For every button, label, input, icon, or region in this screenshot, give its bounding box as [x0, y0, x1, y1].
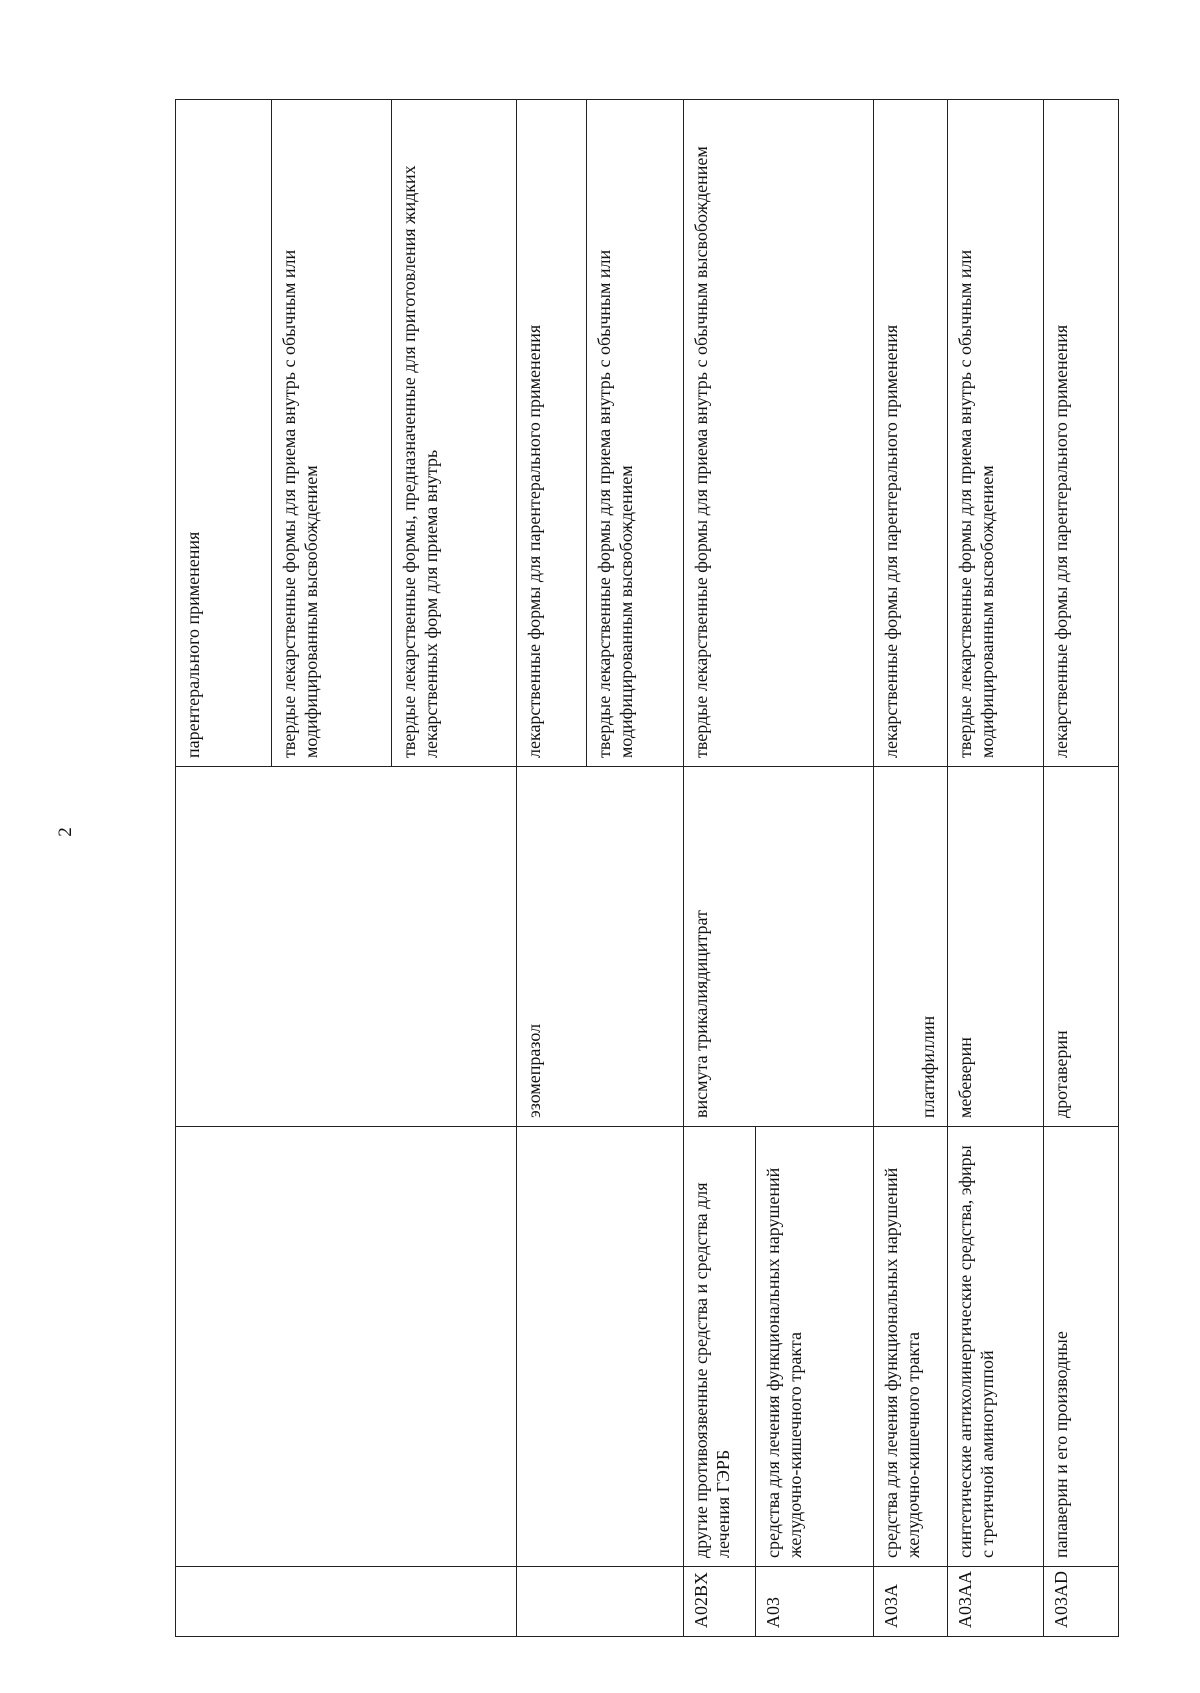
- code-cell: A03A: [874, 1567, 948, 1637]
- group-cell: синтетические антихолинергические средства, эфиры с третичной аминогруппой: [948, 1127, 1044, 1567]
- substance-cell: мебеверин: [948, 767, 1044, 1127]
- table-row: [684, 100, 756, 1637]
- table-row: [874, 100, 948, 1637]
- substance-cell: [176, 767, 517, 1127]
- form-cell: твердые лекарственные формы для приема внутрь с обычным или модифицированным высвобождением: [587, 100, 684, 767]
- table-row: [176, 100, 272, 1637]
- page-number: 2: [55, 827, 76, 837]
- form-cell: твердые лекарственные формы для приема внутрь с обычным или модифицированным высвобождением: [272, 100, 392, 767]
- form-cell: твердые лекарственные формы для приема внутрь с обычным или модифицированным высвобождением: [948, 100, 1044, 767]
- code-cell: A02BX: [684, 1567, 756, 1637]
- substance-cell: эзомепразол: [517, 767, 684, 1127]
- code-cell: [176, 1567, 517, 1637]
- table-row: [948, 100, 1044, 1637]
- rotated-table-wrapper: [175, 100, 1071, 1637]
- group-cell: папаверин и его производные: [1044, 1127, 1119, 1567]
- group-cell: другие противоязвенные средства и средства для лечения ГЭРБ: [684, 1127, 756, 1567]
- group-cell: [517, 1127, 684, 1567]
- code-cell: A03: [756, 1567, 874, 1637]
- group-cell: средства для лечения функциональных нарушений желудочно-кишечного тракта: [874, 1127, 948, 1567]
- form-cell: лекарственные формы для парентерального применения: [874, 100, 948, 767]
- substance-cell: платифиллин: [874, 767, 948, 1127]
- form-cell: лекарственные формы для парентерального применения: [1044, 100, 1119, 767]
- form-cell: твердые лекарственные формы для приема внутрь с обычным высвобождением: [684, 100, 874, 767]
- form-cell: лекарственные формы для парентерального применения: [517, 100, 587, 767]
- group-cell: средства для лечения функциональных нарушений желудочно-кишечного тракта: [756, 1127, 874, 1567]
- medications-table: [175, 99, 1119, 1637]
- substance-cell: висмута трикалиядицитрат: [684, 767, 874, 1127]
- code-cell: A03AD: [1044, 1567, 1119, 1637]
- code-cell: [517, 1567, 684, 1637]
- code-cell: A03AA: [948, 1567, 1044, 1637]
- table-row: [517, 100, 587, 1637]
- form-cell: парентерального применения: [176, 100, 272, 767]
- substance-cell: дротаверин: [1044, 767, 1119, 1127]
- table-row: [1044, 100, 1119, 1637]
- group-cell: [176, 1127, 517, 1567]
- form-cell: твердые лекарственные формы, предназначенные для приготовления жидких лекарственных форм для приема внутрь: [392, 100, 517, 767]
